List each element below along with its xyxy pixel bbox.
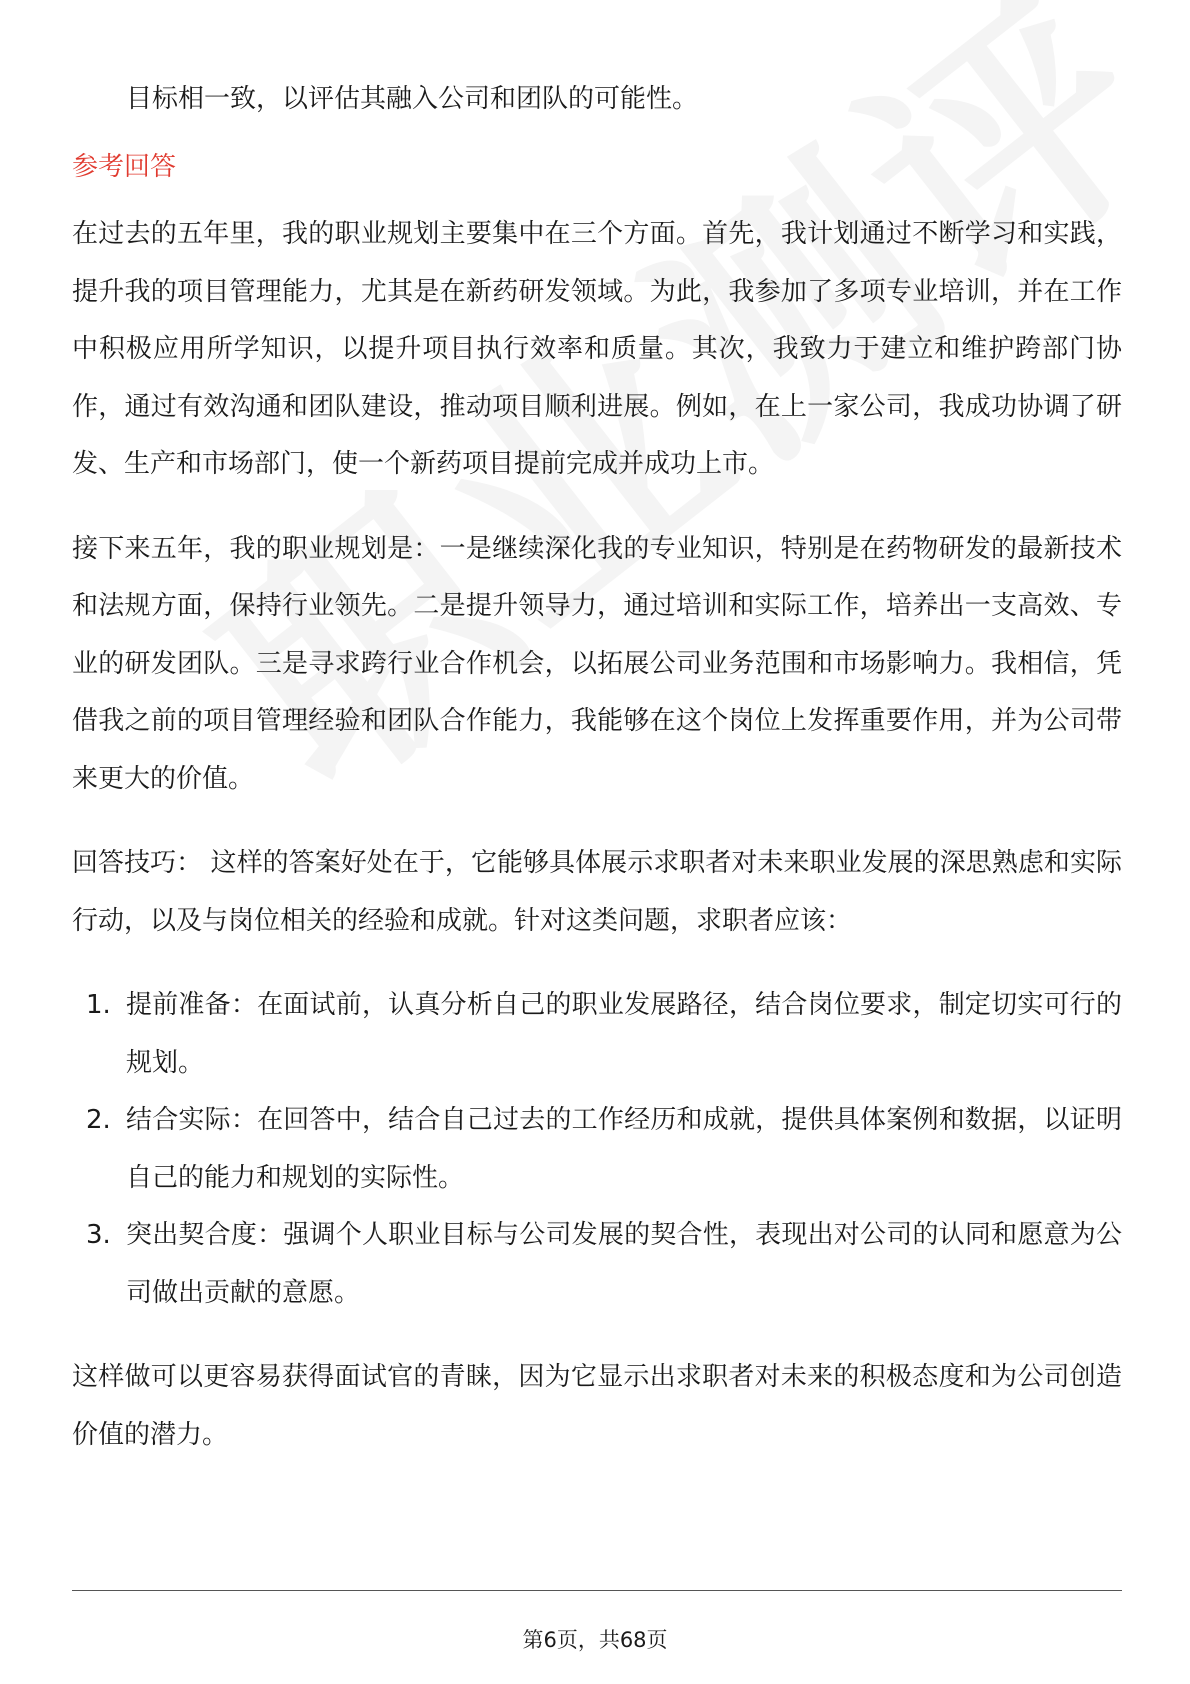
list-item bbox=[72, 1092, 1122, 1207]
list-item-number: 1. bbox=[86, 990, 111, 1020]
list-item-number: 2. bbox=[86, 1105, 111, 1135]
closing-paragraph: 这样做可以更容易获得面试官的青睐，因为它显示出求职者对未来的积极态度和为公司创造价值的潜力。 bbox=[72, 1362, 1122, 1450]
section-title: 参考回答 bbox=[72, 152, 177, 182]
answer-paragraph-2: 接下来五年，我的职业规划是：一是继续深化我的专业知识，特别是在药物研发的最新技术和法规方面，保持行业领先。二是提升领导力，通过培训和实际工作，培养出一支高效、专业的研发团队。三是寻求跨行业合作机会，以拓展公司业务范围和市场影响力。我相信，凭借我之前的项目管理经验和团队合作能力，我能够在这个岗位上发挥重要作用，并为公司带来更大的价值。 bbox=[72, 533, 1122, 794]
list-item bbox=[72, 977, 1122, 1092]
page-number: 第6页，共68页 bbox=[522, 1628, 668, 1652]
list-item-text: 结合实际：在回答中，结合自己过去的工作经历和成就，提供具体案例和数据，以证明自己的能力和规划的实际性。 bbox=[126, 1105, 1122, 1193]
page-content bbox=[72, 70, 1122, 1491]
list-item bbox=[72, 1207, 1122, 1322]
tips-list bbox=[72, 977, 1122, 1322]
list-item-number: 3. bbox=[86, 1220, 111, 1250]
footer-divider bbox=[72, 1590, 1122, 1591]
answer-paragraph-1: 在过去的五年里，我的职业规划主要集中在三个方面。首先，我计划通过不断学习和实践，提升我的项目管理能力，尤其是在新药研发领域。为此，我参加了多项专业培训，并在工作中积极应用所学知识，以提升项目执行效率和质量。其次，我致力于建立和维护跨部门协作，通过有效沟通和团队建设，推动项目顺利进展。例如，在上一家公司，我成功协调了研发、生产和市场部门，使一个新药项目提前完成并成功上市。 bbox=[72, 219, 1122, 479]
list-item-text: 突出契合度：强调个人职业目标与公司发展的契合性，表现出对公司的认同和愿意为公司做出贡献的意愿。 bbox=[126, 1220, 1122, 1308]
list-item-text: 提前准备：在面试前，认真分析自己的职业发展路径，结合岗位要求，制定切实可行的规划。 bbox=[126, 990, 1122, 1078]
continued-text: 目标相一致，以评估其融入公司和团队的可能性。 bbox=[126, 84, 699, 114]
tips-paragraph: 回答技巧： 这样的答案好处在于，它能够具体展示求职者对未来职业发展的深思熟虑和实际行动，以及与岗位相关的经验和成就。针对这类问题，求职者应该： bbox=[72, 848, 1122, 936]
